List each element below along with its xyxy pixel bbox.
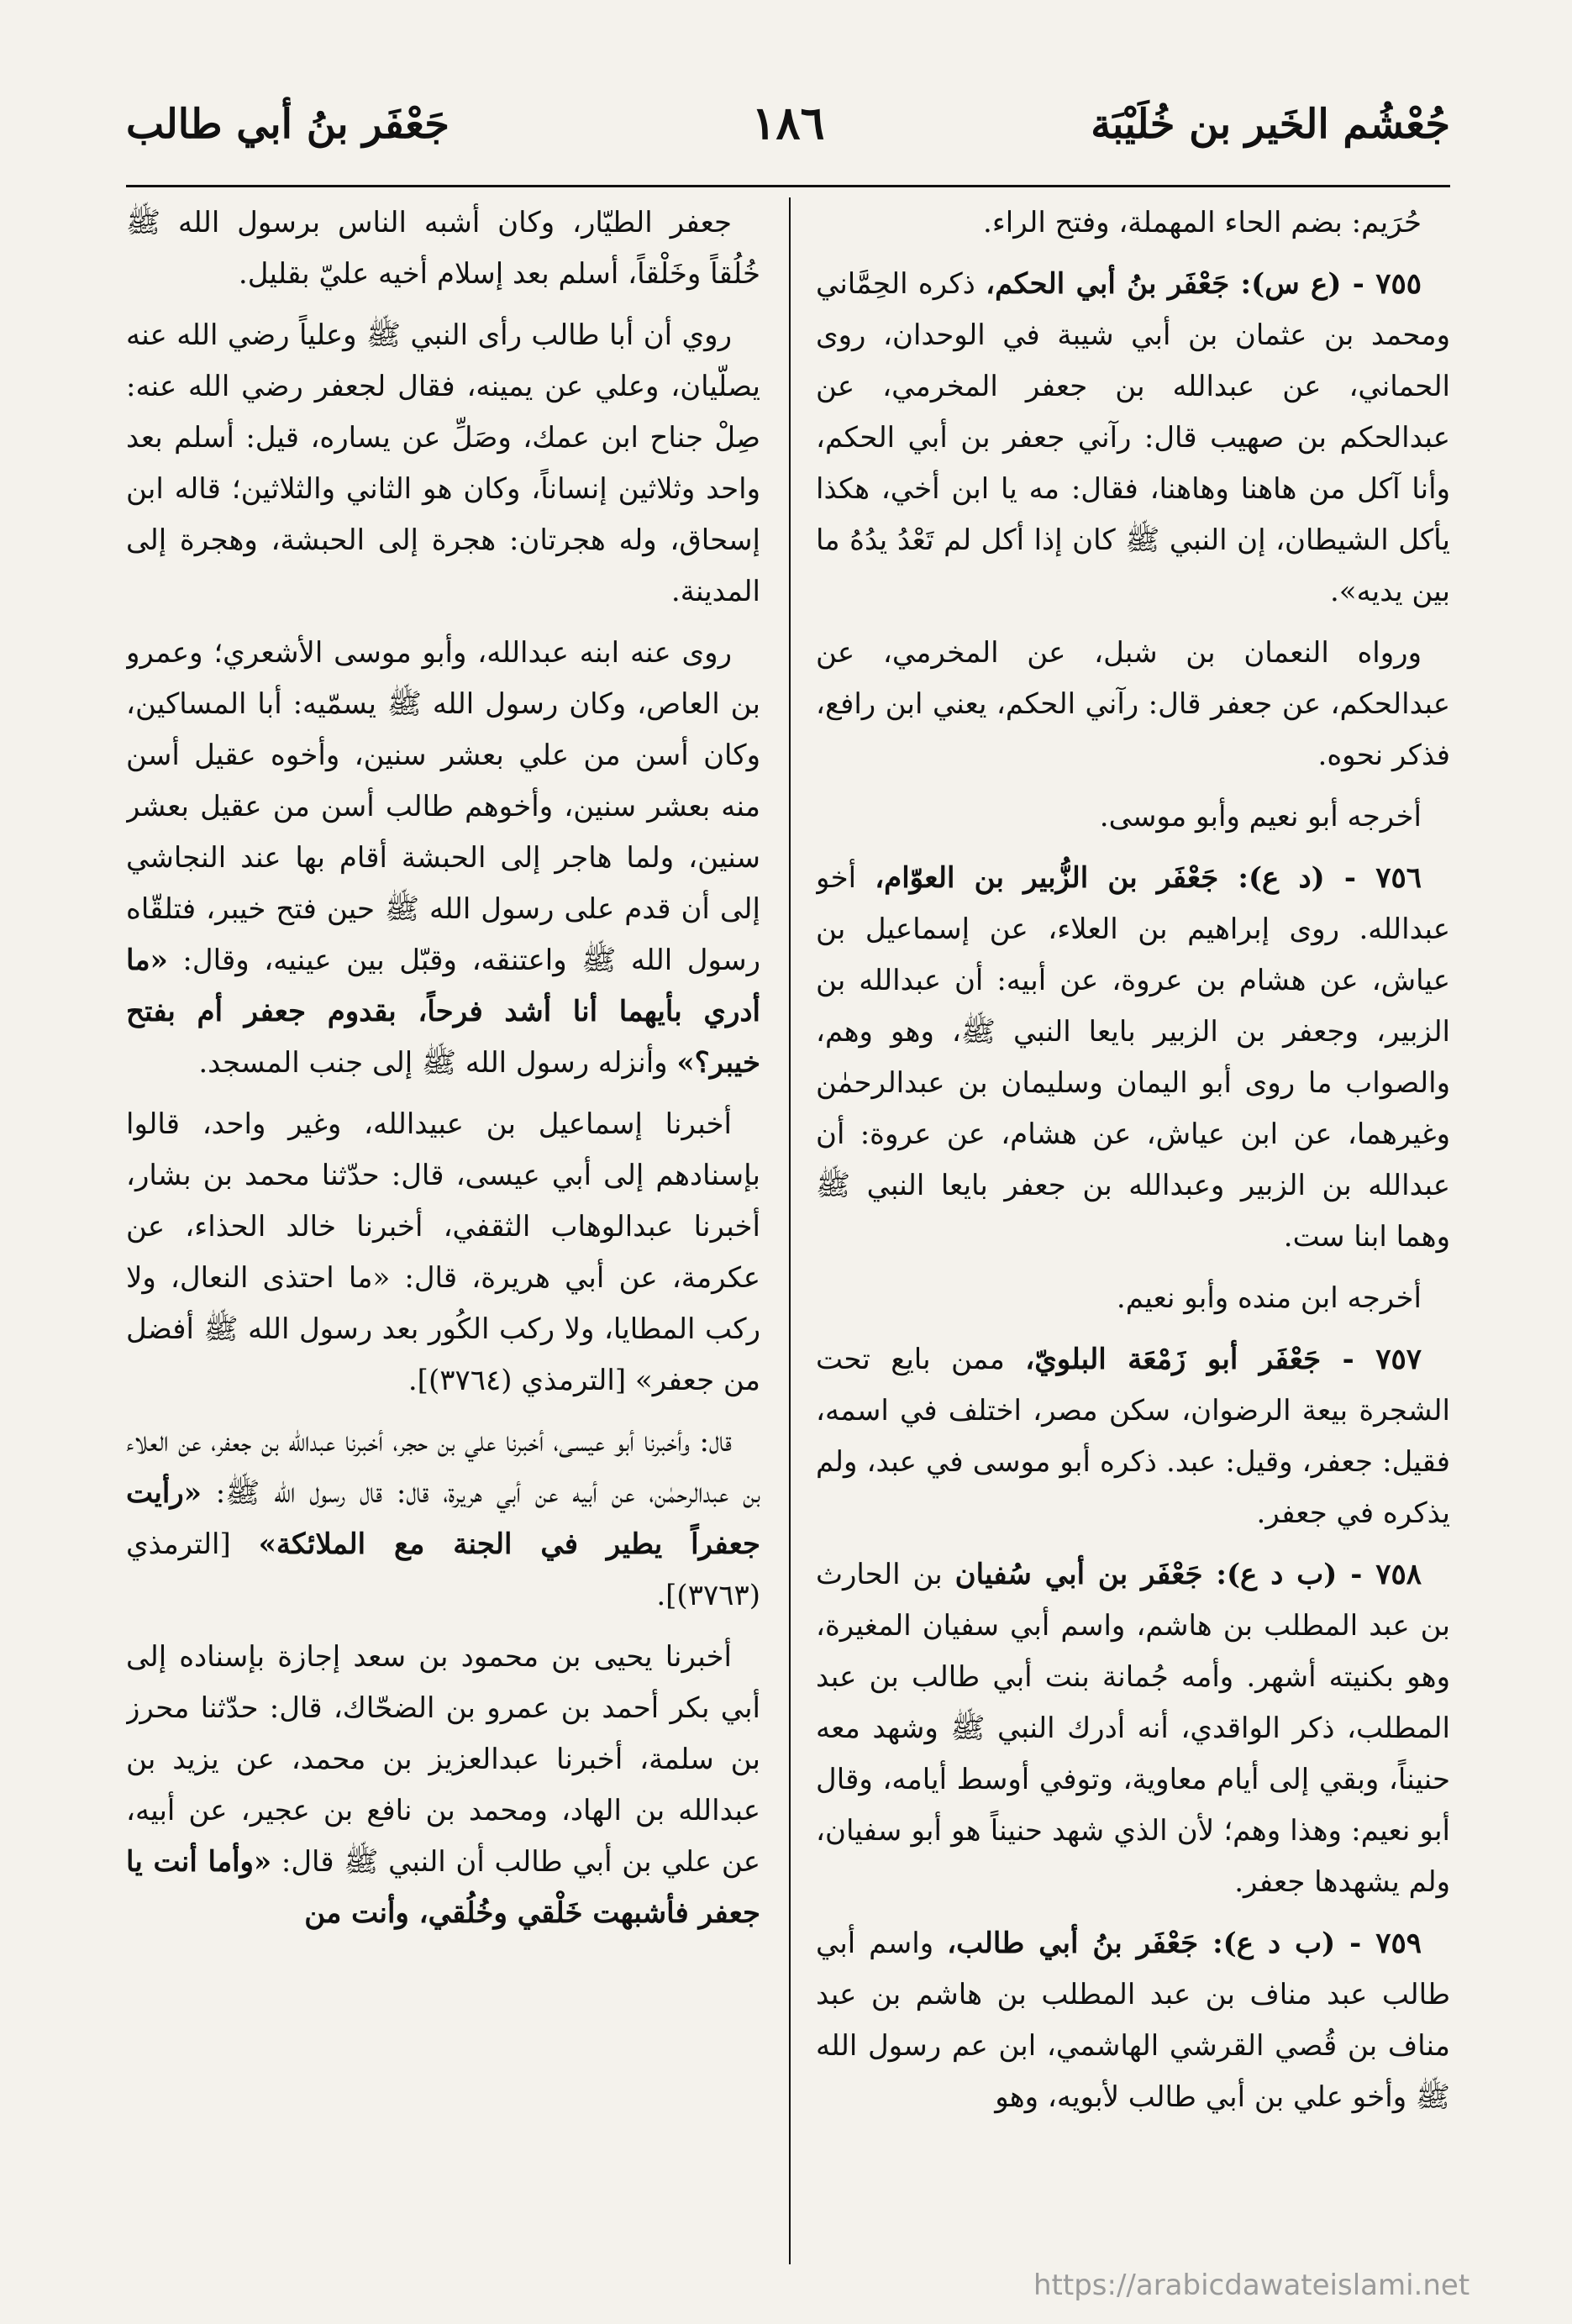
paragraph: جعفر الطيّار، وكان أشبه الناس برسول الله ﷺ خُلُقاً وخَلْقاً، أسلم بعد إسلام أخيه عليّ بقليل. [126,206,760,291]
hadith-quote: «رأيت جعفراً يطير في الجنة مع الملائكة» [126,1476,760,1561]
page-number: ١٨٦ [751,96,825,150]
entry-757: ٧٥٧ - جَعْفَر أبو زَمْعَة البلويّ، ممن بايع تحت الشجرة بيعة الرضوان، سكن مصر، اختلف في اسمه، فقيل: جعفر، وقيل: عبد. ذكره أبو موسى في عبد، ولم يذكره في جعفر. [816,1343,1450,1530]
entry-heading: ٧٥٦ - (د ع): جَعْفَر بن الزُّبير بن العوّام، [875,861,1422,895]
entry-758: ٧٥٨ - (ب د ع): جَعْفَر بن أبي سُفيان بن الحارث بن عبد المطلب بن هاشم، واسم أبي سفيان المغيرة، وهو بكنيته أشهر. وأمه جُمانة بنت أبي طالب بن عبد المطلب، ذكر الواقدي، أنه أدرك النبي ﷺ وشهد معه حنيناً، وبقي إلى أيام معاوية، وتوفي أوسط أيامه، وقال أبو نعيم: وهذا وهم؛ لأن الذي شهد حنيناً هو أبو سفيان، ولم يشهدها جعفر. [816,1558,1450,1899]
left-column [126,197,760,2256]
entry-heading: ٧٥٧ - جَعْفَر أبو زَمْعَة البلويّ، [1025,1343,1422,1376]
entry-heading: ٧٥٩ - (ب د ع): جَعْفَر بنُ أبي طالب، [947,1927,1422,1960]
hadith-quote: «وأما أنت يا جعفر فأشبهت خَلْقي وخُلُقي، وأنت من [126,1845,760,1930]
entry-755: ٧٥٥ - (ع س): جَعْفَر بنُ أبي الحكم، ذكره الحِمَّاني ومحمد بن عثمان بن أبي شيبة في الوحدان، روى الحماني، عن عبدالله بن جعفر المخرمي، عن عبدالحكم بن صهيب قال: رآني جعفر بن أبي الحكم، وأنا آكل من هاهنا وهاهنا، فقال: مه يا ابن أخي، هكذا يأكل الشيطان، إن النبي ﷺ كان إذا أكل لم تَعْدُ يدُهُ ما بين يديه». [816,267,1450,608]
hadith-quote: «ما أدري بأيهما أنا أشد فرحاً، بقدوم جعفر أم بفتح خيبر؟» [126,944,760,1080]
page-header [126,92,1450,187]
entry-759: ٧٥٩ - (ب د ع): جَعْفَر بنُ أبي طالب، واسم أبي طالب عبد مناف بن عبد المطلب بن هاشم بن عبد مناف بن قُصي القرشي الهاشمي، ابن عم رسول الله ﷺ وأخو علي بن أبي طالب لأبويه، وهو [816,1927,1450,2114]
right-column [816,197,1450,2256]
paragraph: قال: وأخبرنا أبو عيسى، أخبرنا علي بن حجر، أخبرنا عبدالله بن جعفر، عن العلاء بن عبدالرحمٰن، عن أبيه عن أبي هريرة، قال: قال رسول الله ﷺ: «رأيت جعفراً يطير في الجنة مع الملائكة» [الترمذي (٣٧٦٣)]. [126,1425,760,1612]
column-divider [789,197,791,2264]
watermark-url: https://arabicdawateislami.net [1033,2269,1470,2302]
paragraph: أخبرنا يحيى بن محمود بن سعد إجازة بإسناده إلى أبي بكر أحمد بن عمرو بن الضحّاك، قال: حدّثنا محرز بن سلمة، أخبرنا عبدالعزيز بن محمد، عن يزيد بن عبدالله بن الهاد، ومحمد بن نافع بن عجير، عن أبيه، عن علي بن أبي طالب أن النبي ﷺ قال: «وأما أنت يا جعفر فأشبهت خَلْقي وخُلُقي، وأنت من [126,1640,760,1930]
paragraph: أخرجه أبو نعيم وأبو موسى. [1099,800,1422,833]
paragraph: روي أن أبا طالب رأى النبي ﷺ وعلياً رضي الله عنه يصلّيان، وعلي عن يمينه، فقال لجعفر رضي الله عنه: صِلْ جناح ابن عمك، وصَلِّ عن يساره، قيل: أسلم بعد واحد وثلاثين إنساناً، وكان هو الثاني والثلاثين؛ قاله ابن إسحاق، وله هجرتان: هجرة إلى الحبشة، وهجرة إلى المدينة. [126,318,760,608]
paragraph: أخرجه ابن منده وأبو نعيم. [1116,1281,1422,1315]
entry-heading: ٧٥٥ - (ع س): جَعْفَر بنُ أبي الحكم، [986,267,1422,301]
paragraph: روى عنه ابنه عبدالله، وأبو موسى الأشعري؛ وعمرو بن العاص، وكان رسول الله ﷺ يسمّيه: أبا المساكين، وكان أسن من علي بعشر سنين، وأخوه عقيل أسن منه بعشر سنين، وأخوهم طالب أسن من عقيل بعشر سنين، ولما هاجر إلى الحبشة أقام بها عند النجاشي إلى أن قدم على رسول الله ﷺ حين فتح خيبر، فتلقّاه رسول الله ﷺ واعتنقه، وقبّل بين عينيه، وقال: «ما أدري بأيهما أنا أشد فرحاً، بقدوم جعفر أم بفتح خيبر؟» وأنزله رسول الله ﷺ إلى جنب المسجد. [126,636,760,1080]
header-right-title: جُعْشُم الخَير بن خُلَيْبَة [1091,101,1450,148]
book-page [126,92,1450,2294]
paragraph: حُرَيم: بضم الحاء المهملة، وفتح الراء. [983,206,1422,239]
paragraph: ورواه النعمان بن شبل، عن المخرمي، عن عبدالحكم، عن جعفر قال: رآني الحكم، يعني ابن رافع، فذكر نحوه. [816,636,1450,772]
paragraph: أخبرنا إسماعيل بن عبيدالله، وغير واحد، قالوا بإسنادهم إلى أبي عيسى، قال: حدّثنا محمد بن بشار، أخبرنا عبدالوهاب الثقفي، أخبرنا خالد الحذاء، عن عكرمة، عن أبي هريرة، قال: «ما احتذى النعال، ولا ركب المطايا، ولا ركب الكُور بعد رسول الله ﷺ أفضل من جعفر» [الترمذي (٣٧٦٤)]. [126,1107,760,1397]
entry-756: ٧٥٦ - (د ع): جَعْفَر بن الزُّبير بن العوّام، أخو عبدالله. روى إبراهيم بن العلاء، عن إسماعيل بن عياش، عن هشام بن عروة، عن أبيه: أن عبدالله بن الزبير، وجعفر بن الزبير بايعا النبي ﷺ، وهو وهم، والصواب ما روى أبو اليمان وسليمان بن عبدالرحمٰن وغيرهما، عن ابن عياش، عن هشام، عن عروة: أن عبدالله بن الزبير وعبدالله بن جعفر بايعا النبي ﷺ وهما ابنا ست. [816,861,1450,1254]
header-left-title: جَعْفَر بنُ أبي طالب [126,101,450,148]
entry-heading: ٧٥٨ - (ب د ع): جَعْفَر بن أبي سُفيان [954,1558,1422,1591]
